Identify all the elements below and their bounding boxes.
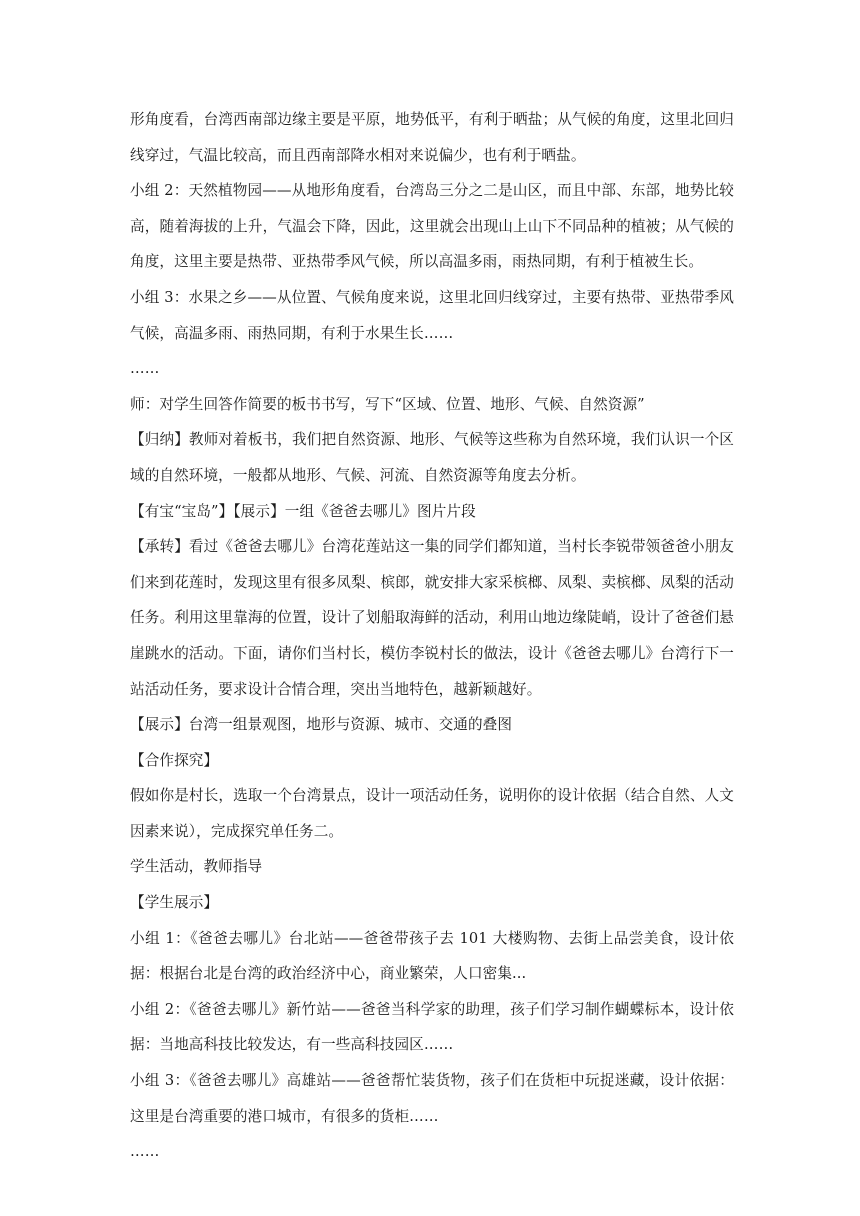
paragraph-group2-botanical-garden: 小组 2：天然植物园——从地形角度看，台湾岛三分之二是山区，而且中部、东部，地势比较高，随着海拔的上升，气温会下降，因此，这里就会出现山上山下不同品种的植被；从气候的角度，这里主要是热带、亚热带季风气候，所以高温多雨，雨热同期，有利于植被生长。 [130,182,734,271]
paragraph-transition: 【承转】看过《爸爸去哪儿》台湾花莲站这一集的同学们都知道，当村长李锐带领爸爸小朋友们来到花莲时，发现这里有很多凤梨、槟郎，就安排大家采槟榔、凤梨、卖槟榔、凤梨的活动任务。利用这里靠海的位置，设计了划船取海鲜的活动，利用山地边缘陡峭，设计了爸爸们悬崖跳水的活动。下面，请你们当村长，模仿李锐村长的做法，设计《爸爸去哪儿》台湾行下一站活动任务，要求设计合情合理，突出当地特色，越新颖越好。 [130,538,734,698]
paragraph-final-ellipsis: …… [130,1143,160,1161]
paragraph-cooperative-inquiry-heading: 【合作探究】 [130,751,219,769]
paragraph-salt-continuation: 形角度看，台湾西南部边缘主要是平原，地势低平，有利于晒盐；从气候的角度，这里北回归线穿过，气温比较高，而且西南部降水相对来说偏少，也有利于晒盐。 [130,111,734,164]
paragraph-show-landscape: 【展示】台湾一组景观图，地形与资源、城市、交通的叠图 [130,716,513,734]
paragraph-group3-kaohsiung: 小组 3：《爸爸去哪儿》高雄站——爸爸帮忙装货物，孩子们在货柜中玩捉迷藏，设计依据：这里是台湾重要的港口城市，有很多的货柜…… [130,1072,734,1125]
paragraph-student-showcase-heading: 【学生展示】 [130,894,219,912]
paragraph-treasure-island: 【有宝“宝岛”】【展示】一组《爸爸去哪儿》图片片段 [130,502,476,520]
body-text [130,102,734,1170]
paragraph-teacher-board: 师：对学生回答作简要的板书书写，写下“区域、位置、地形、气候、自然资源” [130,395,645,413]
paragraph-group2-hsinchu: 小组 2：《爸爸去哪儿》新竹站——爸爸当科学家的助理，孩子们学习制作蝴蝶标本，设计依据：当地高科技比较发达，有一些高科技园区…… [130,1000,734,1054]
paragraph-ellipsis: …… [130,360,160,378]
paragraph-student-activity: 学生活动，教师指导 [130,858,263,876]
paragraph-summary: 【归纳】教师对着板书，我们把自然资源、地形、气候等这些称为自然环境，我们认识一个区域的自然环境，一般都从地形、气候、河流、自然资源等角度去分析。 [130,431,734,484]
paragraph-task-two: 假如你是村长，选取一个台湾景点，设计一项活动任务，说明你的设计依据（结合自然、人文因素来说），完成探究单任务二。 [130,787,734,840]
paragraph-group3-fruit-town: 小组 3：水果之乡——从位置、气候角度来说，这里北回归线穿过，主要有热带、亚热带季风气候，高温多雨、雨热同期，有利于水果生长…… [130,288,734,342]
paragraph-group1-taipei: 小组 1：《爸爸去哪儿》台北站——爸爸带孩子去 101 大楼购物、去街上品尝美食，设计依据：根据台北是台湾的政治经济中心，商业繁荣，人口密集... [130,929,734,983]
